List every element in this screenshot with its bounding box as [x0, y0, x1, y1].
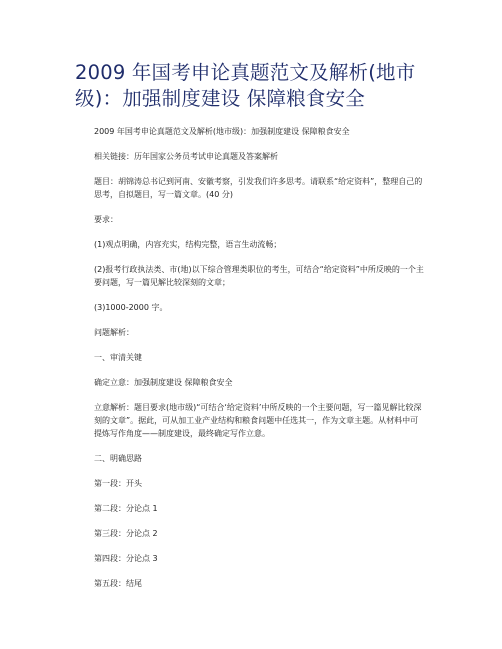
outline-item: 第五段：结尾	[94, 579, 142, 588]
thesis-analysis-paragraph: 立意解析：题目要求(地市级)“可结合‘给定资料’中所反映的一个主要问题，写一篇见解比较深刻的文章”。据此，可从加工业产业结构和粮食问题中任选其一，作为文章主题。从材料中可提炼写作角度——制度建设，最终确定写作立意。	[94, 403, 422, 438]
document-body	[94, 125, 424, 590]
outline-item: 第二段：分论点 1	[94, 504, 158, 513]
analysis-heading: 问题解析：	[94, 328, 134, 337]
intro-line: 2009 年国考申论真题范文及解析(地市级)：加强制度建设 保障粮食安全	[94, 127, 350, 136]
section-two-heading: 二、明确思路	[94, 454, 142, 463]
requirements-heading: 要求：	[94, 215, 118, 224]
outline-item: 第四段：分论点 3	[94, 554, 158, 563]
document-title: 2009 年国考申论真题范文及解析(地市级)：加强制度建设 保障粮食安全	[75, 61, 416, 110]
thesis-line: 确定立意：加强制度建设 保障粮食安全	[94, 378, 233, 387]
outline-item: 第三段：分论点 2	[94, 529, 158, 538]
related-link-line: 相关链接：历年国家公务员考试申论真题及答案解析	[94, 152, 278, 161]
requirement-2: (2)报考行政执法类、市(地)以下综合管理类职位的考生，可结合“给定资料”中所反映的一个主要问题，写一篇见解比较深刻的文章；	[94, 265, 424, 287]
question-paragraph: 题目：胡锦涛总书记到河南、安徽考察，引发我们许多思考。请联系“给定资料”，整理自己的思考，自拟题目，写一篇文章。(40 分)	[94, 177, 423, 199]
requirement-3: (3)1000-2000 字。	[94, 303, 168, 312]
section-one-heading: 一、审清关键	[94, 353, 142, 362]
outline-item: 第一段：开头	[94, 479, 142, 488]
requirement-1: (1)观点明确，内容充实，结构完整，语言生动流畅；	[94, 240, 282, 249]
